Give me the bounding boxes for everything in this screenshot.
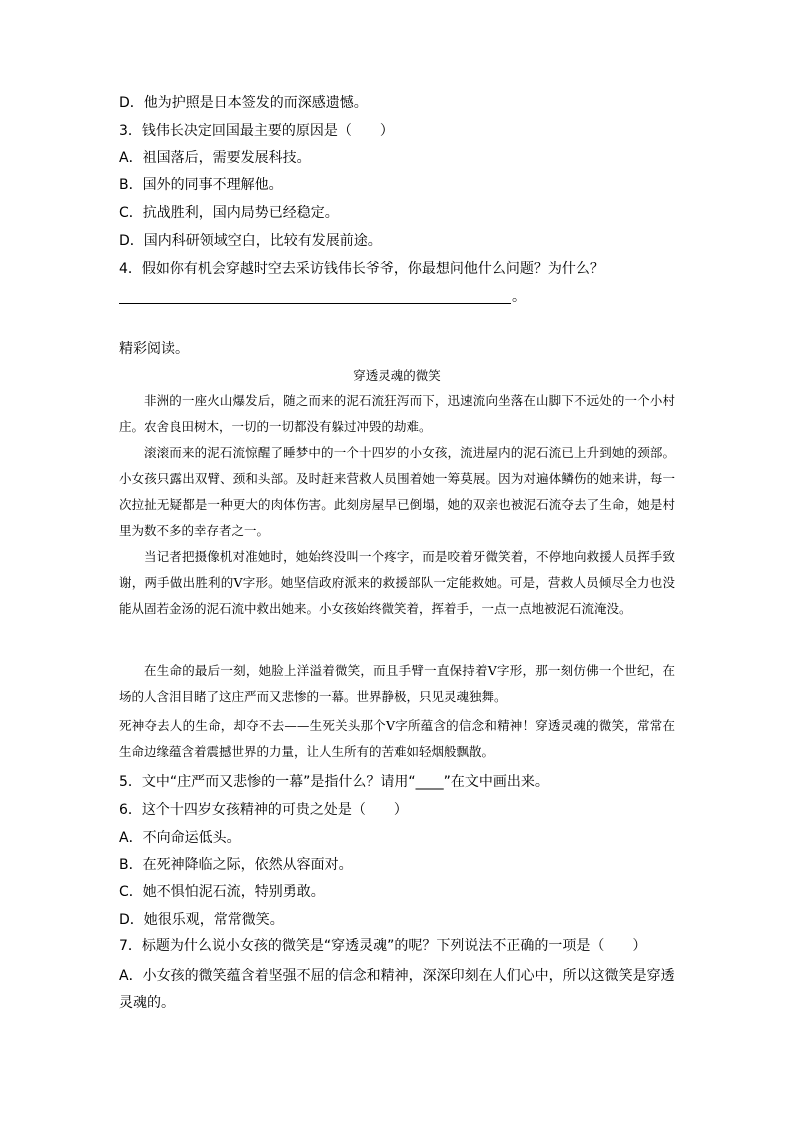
q6-option-c: C．她不惧怕泥石流，特别勇敢。 [119,884,325,900]
q6-option-d: D．她很乐观，常常微笑。 [119,912,284,928]
q6-option-a: A．不向命运低头。 [119,830,241,846]
q3-option-d: D．国内科研领域空白，比较有发展前途。 [119,233,382,249]
q3-option-a: A．祖国落后，需要发展科技。 [119,150,311,166]
q3-option-c: C．抗战胜利，国内局势已经稳定。 [119,205,339,221]
q7-option-a: A．小女孩的微笑蕴含着坚强不屈的信念和精神，深深印刻在人们心中，所以这微笑是穿透灵魂的。 [119,968,675,1011]
q6-option-b: B．在死神降临之际，依然从容面对。 [119,857,353,873]
passage-paragraph-1: 非洲的一座火山爆发后，随之而来的泥石流狂泻而下，迅速流向坐落在山脚下不远处的一个小村庄。农舍良田树木，一切的一切都没有躲过冲毁的劫难。 [119,393,675,434]
passage-paragraph-4: 在生命的最后一刻，她脸上洋溢着微笑，而且手臂一直保持着V字形，那一刻仿佛一个世纪，在场的人含泪目睹了这庄严而又悲惨的一幕。世界静极，只见灵魂独舞。 [119,663,675,704]
q2-option-d: D．他为护照是日本签发的而深感遗憾。 [119,95,368,111]
q3-option-b: B．国外的同事不理解他。 [119,177,283,193]
q4-answer-period: 。 [512,289,526,305]
q3-stem: 3．钱伟长决定回国最主要的原因是（ ） [119,123,394,139]
q4-stem: 4．假如你有机会穿越时空去采访钱伟长爷爷，你最想问他什么问题？为什么？ [119,261,604,277]
passage-title: 穿透灵魂的微笑 [353,368,441,383]
passage-paragraph-3: 当记者把摄像机对准她时，她始终没叫一个疼字，而是咬着牙微笑着，不停地向救援人员挥手致谢，两手做出胜利的V字形。她坚信政府派来的救援部队一定能救她。可是，营救人员倾尽全力也没能从固若金汤的泥石流中救出她来。小女孩始终微笑着，挥着手，一点一点地被泥石流淹没。 [119,549,675,616]
q7-stem: 7．标题为什么说小女孩的微笑是“穿透灵魂”的呢？下列说法不正确的一项是（ ） [119,938,647,954]
q5-stem: 5．文中“庄严而又悲惨的一幕”是指什么？请用“____”在文中画出来。 [119,774,549,790]
section-label: 精彩阅读。 [119,341,189,357]
q6-stem: 6．这个十四岁女孩精神的可贵之处是（ ） [119,802,408,818]
passage-paragraph-5: 死神夺去人的生命，却夺不去——生死关头那个V字所蕴含的信念和精神！穿透灵魂的微笑，常常在生命边缘蕴含着震撼世界的力量，让人生所有的苦难如轻烟般飘散。 [119,718,675,759]
q4-answer-line[interactable] [119,303,511,304]
passage-paragraph-2: 滚滚而来的泥石流惊醒了睡梦中的一个十四岁的小女孩，流进屋内的泥石流已上升到她的颈部。小女孩只露出双臂、颈和头部。及时赶来营救人员围着她一筹莫展。因为对遍体鳞伤的她来讲，每一次拉扯无疑都是一种更大的肉体伤害。此刻房屋早已倒塌，她的双亲也被泥石流夺去了生命，她是村里为数不多的幸存者之一。 [119,445,675,538]
